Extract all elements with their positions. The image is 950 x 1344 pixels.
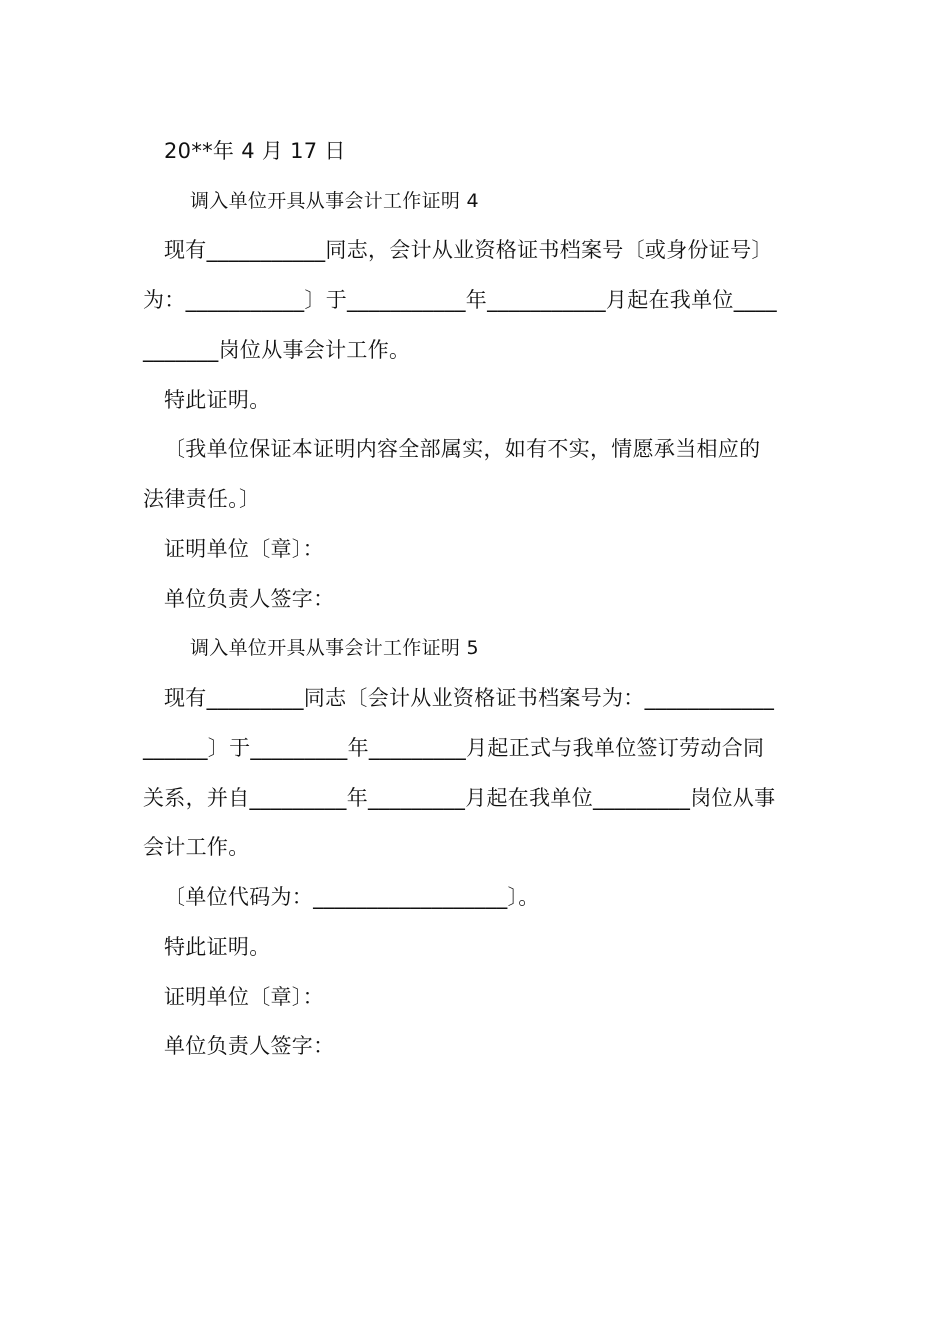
signature-line: 单位负责人签字： bbox=[164, 1034, 335, 1058]
paragraph-line: 关系，并自_________年_________月起在我单位_________岗位从事 bbox=[143, 786, 776, 810]
guarantee-line: 〔我单位保证本证明内容全部属实，如有不实，情愿承当相应的 bbox=[164, 437, 761, 461]
paragraph-line: 现有_________同志〔会计从业资格证书档案号为：____________ bbox=[164, 686, 775, 710]
paragraph-line: _______岗位从事会计工作。 bbox=[143, 338, 411, 362]
unit-code-line: 〔单位代码为：__________________〕。 bbox=[164, 885, 540, 909]
heading-certificate-5: 调入单位开具从事会计工作证明 5 bbox=[190, 637, 479, 659]
heading-certificate-4: 调入单位开具从事会计工作证明 4 bbox=[190, 190, 479, 212]
signature-line: 单位负责人签字： bbox=[164, 587, 335, 611]
certifying-unit-line: 证明单位〔章〕： bbox=[164, 537, 324, 561]
paragraph-line: ______〕于_________年_________月起正式与我单位签订劳动合同 bbox=[143, 736, 765, 760]
guarantee-line: 法律责任。〕 bbox=[143, 487, 261, 511]
hereby-certify-line: 特此证明。 bbox=[164, 388, 271, 412]
hereby-certify-line: 特此证明。 bbox=[164, 935, 271, 959]
paragraph-line: 会计工作。 bbox=[143, 835, 250, 859]
certifying-unit-line: 证明单位〔章〕： bbox=[164, 985, 324, 1009]
date-line: 20**年 4 月 17 日 bbox=[164, 139, 346, 163]
paragraph-line: 现有___________同志，会计从业资格证书档案号〔或身份证号〕 bbox=[164, 238, 773, 262]
paragraph-line: 为：___________〕于___________年___________月起在我单位____ bbox=[143, 288, 777, 312]
